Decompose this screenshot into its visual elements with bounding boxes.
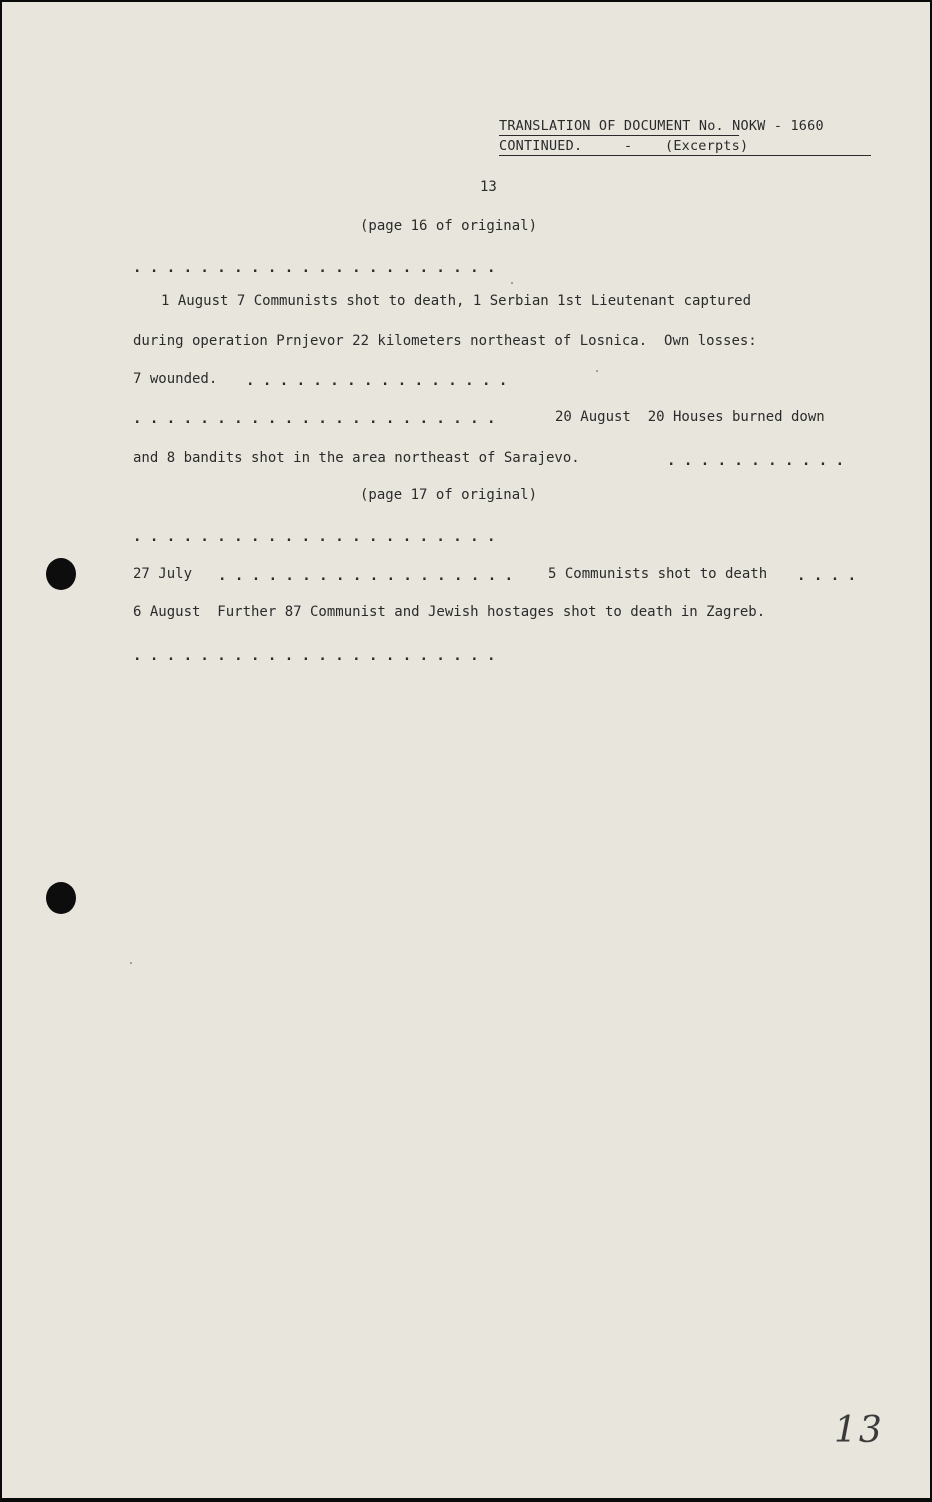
- entry-3-date: 27 July: [133, 566, 193, 582]
- header-excerpts-label: (Excerpts): [665, 138, 749, 154]
- entry-1-line-2: during operation Prnjevor 22 kilometers northeast of Losnica. Own losses:: [133, 333, 757, 349]
- separator-dots-2: . . . . . . . . . . . . . . . . . . . . . .: [133, 529, 496, 545]
- paper-speck: [596, 370, 598, 372]
- header-dash: -: [624, 138, 633, 154]
- page-16-label: (page 16 of original): [360, 218, 538, 234]
- entry-3-text: 5 Communists shot to death: [548, 566, 768, 582]
- entry-1-trailing-dots: . . . . . . . . . . . . . . . .: [246, 373, 508, 389]
- entry-4-line: 6 August Further 87 Communist and Jewish hostages shot to death in Zagreb.: [133, 604, 766, 620]
- entry-1-line-3: 7 wounded.: [133, 371, 218, 387]
- document-page: [2, 2, 930, 1498]
- header-continued-label: CONTINUED.: [499, 138, 583, 154]
- punch-hole-top: [46, 558, 76, 590]
- entry-2-trailing-dots: . . . . . . . . . . .: [667, 453, 845, 469]
- entry-3-trailing-dots: . . . .: [797, 568, 857, 584]
- paper-speck: [130, 962, 132, 964]
- handwritten-page-number: 13: [834, 1410, 884, 1451]
- header-continued-underline: [499, 155, 871, 156]
- document-header-title: TRANSLATION OF DOCUMENT No. NOKW - 1660: [499, 118, 824, 134]
- punch-hole-bottom: [46, 882, 76, 914]
- entry-1-line-1: 1 August 7 Communists shot to death, 1 Serbian 1st Lieutenant captured: [161, 293, 752, 309]
- header-title-underline: [499, 135, 739, 136]
- entry-2-leading-dots: . . . . . . . . . . . . . . . . . . . . . .: [133, 411, 496, 427]
- paper-speck: [511, 282, 513, 284]
- separator-dots-3: . . . . . . . . . . . . . . . . . . . . . .: [133, 648, 496, 664]
- entry-2-line-2: and 8 bandits shot in the area northeast of Sarajevo.: [133, 450, 580, 466]
- separator-dots-1: . . . . . . . . . . . . . . . . . . . . . .: [133, 260, 496, 276]
- page-number: 13: [480, 179, 497, 195]
- entry-3-dots: . . . . . . . . . . . . . . . . . .: [218, 568, 514, 584]
- entry-2-line-1: 20 August 20 Houses burned down: [555, 409, 825, 425]
- page-17-label: (page 17 of original): [360, 487, 538, 503]
